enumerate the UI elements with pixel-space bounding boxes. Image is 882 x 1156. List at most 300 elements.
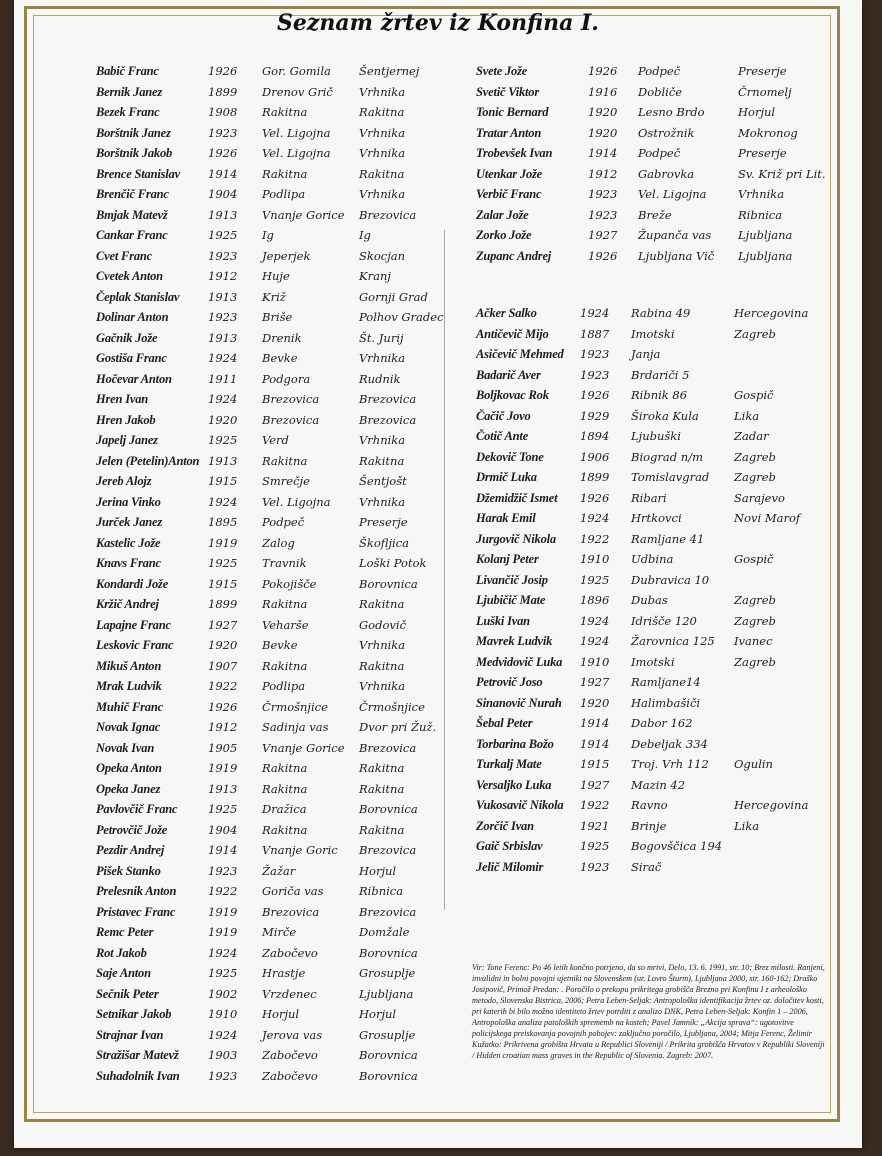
- victim-year: 1926: [208, 146, 238, 160]
- victim-year: 1907: [208, 658, 238, 673]
- victim-municipality: Brezovica: [359, 392, 417, 406]
- victim-name: Kastelic Jože: [96, 535, 161, 550]
- victim-place: Biograd n/m: [631, 449, 703, 464]
- victim-year: 1927: [208, 617, 238, 632]
- victim-year: 1925: [208, 802, 238, 816]
- victim-place: Ljubljana Vič: [638, 248, 715, 263]
- victim-municipality: Zagreb: [734, 593, 776, 607]
- victim-municipality: Brezovica: [359, 412, 417, 427]
- victim-name: Cankar Franc: [96, 228, 168, 242]
- victim-name: Kržič Andrej: [96, 597, 159, 611]
- victim-year: 1923: [208, 310, 238, 324]
- victim-year: 1923: [580, 367, 610, 382]
- victim-year: 1926: [208, 699, 238, 714]
- victim-municipality: Brezovica: [359, 843, 417, 857]
- victim-place: Brdariči 5: [631, 367, 690, 382]
- victim-year: 1910: [580, 552, 610, 566]
- victim-place: Dubas: [631, 593, 668, 607]
- victim-year: 1894: [580, 429, 610, 443]
- victim-name: Antičevič Mijo: [476, 326, 549, 341]
- victim-name: Mikuš Anton: [96, 658, 162, 673]
- victim-year: 1910: [580, 654, 610, 669]
- victim-name: Cvet Franc: [96, 248, 152, 263]
- victim-year: 1904: [208, 822, 238, 837]
- victim-place: Vrzdenec: [262, 986, 317, 1001]
- victim-place: Horjul: [262, 1007, 300, 1021]
- victim-municipality: Vrhnika: [359, 433, 406, 447]
- victim-name: Brenčič Franc: [96, 187, 169, 201]
- victim-municipality: Rakitna: [359, 761, 405, 775]
- victim-place: Idrišče 120: [631, 613, 697, 628]
- victim-municipality: Ljubljana: [359, 986, 414, 1001]
- victim-year: 1925: [580, 839, 610, 853]
- victim-year: 1922: [580, 531, 610, 546]
- victim-year: 1927: [580, 777, 610, 792]
- victim-name: Džemidžič Ismet: [476, 490, 558, 505]
- victim-name: Opeka Anton: [96, 761, 162, 775]
- victim-place: Rabina 49: [631, 306, 691, 320]
- victim-year: 1902: [208, 986, 238, 1001]
- victim-name: Čeplak Stanislav: [96, 289, 180, 304]
- victim-place: Podpeč: [262, 515, 305, 529]
- victim-name: Asičevič Mehmed: [476, 347, 564, 361]
- victim-name: Livančič Josip: [476, 572, 548, 587]
- victim-municipality: Hercegovina: [734, 306, 809, 320]
- victim-municipality: Preserje: [359, 515, 408, 529]
- victim-name: Gostiša Franc: [96, 351, 167, 365]
- victim-municipality: Ribnica: [738, 207, 783, 222]
- victim-municipality: Lika: [734, 818, 760, 833]
- victim-municipality: Polhov Gradec: [359, 310, 444, 324]
- victim-year: 1922: [580, 798, 610, 812]
- victim-year: 1926: [588, 64, 618, 78]
- memorial-poster: [14, 0, 862, 1148]
- victim-place: Bevke: [262, 638, 298, 652]
- column-divider: [444, 230, 445, 910]
- victim-year: 1906: [580, 449, 610, 464]
- victim-municipality: Brezovica: [359, 740, 417, 755]
- victim-municipality: Lika: [734, 408, 760, 423]
- victim-municipality: Borovnica: [359, 1068, 418, 1083]
- victim-name: Lapajne Franc: [96, 617, 171, 632]
- victim-name: Utenkar Jože: [476, 166, 543, 181]
- victim-name: Ljubičič Mate: [476, 593, 546, 607]
- victim-place: Hrastje: [262, 966, 306, 980]
- victim-municipality: Borovnica: [359, 1048, 418, 1062]
- victim-name: Zalar Jože: [476, 207, 529, 222]
- victim-municipality: Ivanec: [734, 634, 773, 648]
- victim-place: Podlipa: [262, 187, 306, 201]
- victim-municipality: Gornji Grad: [359, 289, 428, 304]
- victim-municipality: Grosuplje: [359, 1027, 416, 1042]
- victim-name: Bezek Franc: [96, 105, 160, 119]
- victim-place: Podlipa: [262, 679, 306, 693]
- victim-year: 1923: [208, 863, 238, 878]
- victim-name: Hočevar Anton: [96, 371, 172, 386]
- victim-name: Badarič Aver: [476, 367, 541, 382]
- victim-place: Bevke: [262, 351, 298, 365]
- victim-name: Novak Ignac: [96, 720, 161, 734]
- victim-year: 1914: [580, 716, 610, 730]
- victim-place: Mirče: [262, 925, 297, 939]
- victim-place: Rakitna: [262, 166, 308, 181]
- victim-year: 1923: [208, 125, 238, 140]
- victim-place: Janja: [631, 347, 661, 361]
- victim-place: Rakitna: [262, 658, 308, 673]
- victim-municipality: Grosuplje: [359, 966, 416, 980]
- victim-place: Črmošnjice: [262, 699, 328, 714]
- victim-municipality: Borovnica: [359, 945, 418, 960]
- victim-year: 1912: [588, 166, 618, 181]
- victim-municipality: Vrhnika: [359, 679, 406, 693]
- victim-municipality: Zagreb: [734, 326, 776, 341]
- victim-place: Vel. Ligojna: [262, 125, 331, 140]
- victim-name: Japelj Janez: [96, 433, 158, 447]
- victim-name: Novak Ivan: [96, 740, 155, 755]
- victim-year: 1887: [580, 326, 610, 341]
- victim-name: Sečnik Peter: [96, 986, 159, 1001]
- victim-year: 1913: [208, 781, 238, 796]
- victim-municipality: Črnomelj: [738, 84, 792, 99]
- victim-municipality: Horjul: [738, 105, 776, 119]
- victim-place: Podpeč: [638, 146, 681, 160]
- victim-municipality: Novi Marof: [734, 511, 801, 525]
- victim-municipality: Preserje: [738, 64, 787, 78]
- victim-year: 1913: [208, 330, 238, 345]
- victim-municipality: Škofljica: [359, 535, 409, 550]
- victim-name: Bmjak Matevž: [96, 207, 168, 222]
- victim-year: 1920: [208, 638, 238, 652]
- victim-name: Harak Emil: [476, 511, 536, 525]
- victim-place: Debeljak 334: [631, 736, 708, 751]
- victim-municipality: Zagreb: [734, 613, 776, 628]
- victim-place: Ig: [262, 228, 274, 242]
- victim-name: Brence Stanislav: [96, 166, 180, 181]
- victim-year: 1903: [208, 1048, 238, 1062]
- victim-year: 1923: [208, 1068, 238, 1083]
- victim-year: 1910: [208, 1007, 238, 1021]
- victim-year: 1914: [208, 166, 238, 181]
- victim-place: Rakitna: [262, 761, 308, 775]
- victim-name: Borštnik Janez: [96, 125, 171, 140]
- victim-name: Jereb Alojz: [96, 474, 152, 488]
- source-footnote: Vir: Tone Ferenc: Po 46 letih končno potrjeno, da so mrtvi, Delo, 13. 6. 1991, str. 10; Brez milosti. Ranjeni, invalidni in bolni povojni ujetniki na Slovenskem (ur. Lovro Šturm), Ljubljana 2000, str. 160-162; Draško Josipovič, Primož Predan: . Poročilo o prekopu prikritega grobišča Brezno pri Konfinu I z arheološko metodo, Slovenska Bistrica, 2006; Petra Leben-Seljak: Antropološka identifikacija žrtev oz. določitev kosti, pri katerih bi bilo možno identiteto žrtev potrditi z analizo DNK, Petra Leben-Seljak: Konfin 1 – 2006, Antropološka analiza patoloških sprememb na kosteh; Pavel Jamnik: „Akcija sprava“: ugotovitve policijskega preiskovanja povojnih pobojev: zaključno poročilo, Ljubljana, 2004; Mitja Ferenc, Želimir Kužatko: Prikrivena grobišta Hrvata u Republici Sloveniji / Prikrita grobišča Hrvatov v Republiki Sloveniji / Hidden croatian mass graves in the Republic of Slovenia. Zagreb: 2007.: [472, 963, 825, 1060]
- victim-place: Jerova vas: [262, 1027, 323, 1042]
- victim-place: Rakitna: [262, 781, 308, 796]
- victim-name: Torbarina Božo: [476, 736, 554, 751]
- victim-year: 1926: [580, 388, 610, 402]
- victim-municipality: Vrhnika: [359, 494, 406, 509]
- victim-name: Tonic Bernard: [476, 105, 549, 119]
- victim-municipality: Brezovica: [359, 904, 417, 919]
- victim-municipality: Rakitna: [359, 166, 405, 181]
- victim-municipality: Ribnica: [359, 884, 404, 898]
- victim-place: Dubravica 10: [631, 572, 710, 587]
- victim-municipality: Vrhnika: [738, 187, 785, 201]
- victim-name: Pišek Stanko: [96, 863, 161, 878]
- victim-name: Čotič Ante: [476, 429, 529, 443]
- victim-year: 1914: [208, 843, 238, 857]
- victim-year: 1896: [580, 593, 610, 607]
- victim-name: Mavrek Ludvik: [476, 634, 553, 648]
- victim-year: 1914: [588, 146, 618, 160]
- victim-year: 1921: [580, 818, 610, 833]
- victim-municipality: Ig: [359, 228, 371, 242]
- victim-municipality: Sv. Križ pri Lit.: [738, 166, 826, 181]
- victim-municipality: Št. Jurij: [359, 330, 404, 345]
- victim-place: Smrečje: [262, 474, 310, 488]
- victim-name: Mrak Ludvik: [96, 679, 162, 693]
- victim-name: Suhadolnik Ivan: [96, 1068, 180, 1083]
- victim-name: Petrovič Joso: [476, 675, 543, 689]
- victim-year: 1915: [208, 576, 238, 591]
- victim-year: 1929: [580, 408, 610, 423]
- victim-name: Gaič Srbislav: [476, 839, 543, 853]
- victim-year: 1919: [208, 761, 238, 775]
- victim-municipality: Vrhnika: [359, 187, 406, 201]
- victim-name: Cvetek Anton: [96, 269, 163, 283]
- victim-year: 1924: [208, 351, 238, 365]
- victim-municipality: Vrhnika: [359, 125, 406, 140]
- victim-name: Zorko Jože: [476, 228, 532, 242]
- victim-name: Prelesnik Anton: [96, 884, 177, 898]
- victim-year: 1904: [208, 187, 238, 201]
- victim-year: 1913: [208, 289, 238, 304]
- victim-municipality: Vrhnika: [359, 638, 406, 652]
- victim-place: Hrtkovci: [631, 511, 682, 525]
- victim-place: Gor. Gomila: [262, 64, 331, 78]
- victim-name: Muhič Franc: [96, 699, 163, 714]
- victim-place: Rakitna: [262, 105, 308, 119]
- victim-place: Ribnik 86: [631, 388, 688, 402]
- victim-place: Vnanje Gorice: [262, 207, 345, 222]
- victim-municipality: Kranj: [359, 269, 391, 283]
- victim-year: 1911: [208, 371, 238, 386]
- victim-municipality: Borovnica: [359, 802, 418, 816]
- victim-place: Zalog: [262, 535, 295, 550]
- victim-municipality: Preserje: [738, 146, 787, 160]
- victim-year: 1926: [580, 490, 610, 505]
- victim-place: Zabočevo: [262, 945, 318, 960]
- victim-place: Imotski: [631, 326, 675, 341]
- victim-year: 1905: [208, 740, 238, 755]
- victim-year: 1926: [208, 64, 238, 78]
- victim-year: 1925: [208, 228, 238, 242]
- victim-municipality: Skocjan: [359, 248, 406, 263]
- victim-year: 1920: [588, 105, 618, 119]
- victim-year: 1925: [208, 966, 238, 980]
- victim-municipality: Šentjošt: [359, 474, 407, 488]
- victim-year: 1899: [208, 597, 238, 611]
- victim-place: Zabočevo: [262, 1068, 318, 1083]
- victim-name: Dolinar Anton: [96, 310, 169, 324]
- victim-name: Knavs Franc: [96, 556, 161, 570]
- victim-year: 1924: [208, 494, 238, 509]
- victim-place: Breže: [638, 207, 672, 222]
- victim-year: 1924: [208, 945, 238, 960]
- victim-place: Županča vas: [638, 228, 712, 242]
- victim-year: 1924: [208, 1027, 238, 1042]
- victim-name: Zorčič Ivan: [476, 818, 534, 833]
- victim-place: Podpeč: [638, 64, 681, 78]
- victim-place: Udbina: [631, 552, 674, 566]
- victim-municipality: Vrhnika: [359, 84, 406, 99]
- victim-name: Zupanc Andrej: [476, 248, 552, 263]
- victim-year: 1926: [588, 248, 618, 263]
- victim-place: Goriča vas: [262, 884, 324, 898]
- victim-municipality: Hercegovina: [734, 798, 809, 812]
- victim-municipality: Rudnik: [359, 371, 401, 386]
- victim-place: Vel. Ligojna: [262, 494, 331, 509]
- victim-place: Žažar: [262, 863, 296, 878]
- victim-year: 1923: [580, 859, 610, 874]
- victim-name: Trobevšek Ivan: [476, 146, 553, 160]
- victim-municipality: Borovnica: [359, 576, 418, 591]
- victim-year: 1923: [588, 207, 618, 222]
- victim-municipality: Rakitna: [359, 453, 405, 468]
- victim-year: 1925: [208, 556, 238, 570]
- victim-place: Drenik: [262, 330, 302, 345]
- victim-municipality: Ljubljana: [738, 248, 793, 263]
- victim-place: Brezovica: [262, 412, 320, 427]
- victim-name: Strajnar Ivan: [96, 1027, 164, 1042]
- victim-municipality: Ogulin: [734, 757, 773, 771]
- victim-place: Bogovščica 194: [631, 839, 723, 853]
- victim-place: Ostrožnik: [638, 125, 695, 140]
- victim-municipality: Mokronog: [738, 125, 798, 140]
- victim-name: Pavlovčič Franc: [96, 802, 178, 816]
- victim-year: 1899: [580, 470, 610, 484]
- victim-place: Ramljane14: [631, 675, 701, 689]
- victim-name: Rot Jakob: [96, 945, 147, 960]
- victim-year: 1916: [588, 84, 618, 99]
- victim-year: 1927: [588, 228, 618, 242]
- victim-place: Troj. Vrh 112: [631, 757, 709, 771]
- victim-municipality: Ljubljana: [738, 228, 793, 242]
- victim-municipality: Zadar: [734, 429, 769, 443]
- victim-place: Dražica: [262, 802, 307, 816]
- victim-municipality: Vrhnika: [359, 351, 406, 365]
- victim-name: Gačnik Jože: [96, 330, 158, 345]
- victim-year: 1912: [208, 269, 238, 283]
- victim-name: Versaljko Luka: [476, 777, 552, 792]
- victim-name: Medvidovič Luka: [476, 654, 563, 669]
- victim-municipality: Rakitna: [359, 597, 405, 611]
- victim-place: Tomislavgrad: [631, 470, 710, 484]
- victim-year: 1927: [580, 675, 610, 689]
- victim-year: 1923: [588, 187, 618, 201]
- victim-name: Babič Franc: [96, 64, 159, 78]
- victim-year: 1924: [580, 511, 610, 525]
- victim-place: Dabor 162: [631, 716, 693, 730]
- victim-place: Veharše: [262, 617, 309, 632]
- victim-place: Ramljane 41: [631, 531, 705, 546]
- victim-name: Hren Jakob: [96, 412, 156, 427]
- victim-place: Brezovica: [262, 392, 320, 406]
- victim-name: Stražišar Matevž: [96, 1048, 179, 1062]
- victim-name: Šebal Peter: [476, 716, 533, 730]
- victim-year: 1925: [208, 433, 238, 447]
- victim-name: Saje Anton: [96, 966, 151, 980]
- victim-municipality: Rakitna: [359, 105, 405, 119]
- victim-municipality: Gospič: [734, 388, 774, 402]
- victim-name: Leskovic Franc: [96, 638, 174, 652]
- victim-place: Imotski: [631, 654, 675, 669]
- victim-municipality: Črmošnjice: [359, 699, 425, 714]
- victim-place: Halimbašiči: [631, 695, 701, 710]
- victim-place: Podgora: [262, 371, 311, 386]
- victim-name: Borštnik Jakob: [96, 146, 173, 160]
- victim-year: 1913: [208, 207, 238, 222]
- victim-place: Ribari: [631, 490, 667, 505]
- victim-name: Tratar Anton: [476, 125, 542, 140]
- victim-place: Ravno: [631, 798, 668, 812]
- victim-place: Žarovnica 125: [631, 634, 715, 648]
- victim-name: Svetič Viktor: [476, 84, 540, 99]
- victim-place: Briše: [262, 310, 293, 324]
- victim-name: Čačič Jovo: [476, 408, 531, 423]
- victim-municipality: Dvor pri Žuž.: [359, 720, 437, 734]
- victim-place: Vel. Ligojna: [262, 146, 331, 160]
- victim-place: Brezovica: [262, 904, 320, 919]
- victim-place: Ljubuški: [631, 429, 681, 443]
- victim-year: 1914: [580, 736, 610, 751]
- victim-name: Luški Ivan: [476, 613, 530, 628]
- victim-year: 1920: [580, 695, 610, 710]
- victim-name: Dekovič Tone: [476, 449, 544, 464]
- victim-municipality: Domžale: [359, 925, 410, 939]
- victim-place: Mazin 42: [631, 777, 686, 792]
- victim-year: 1922: [208, 884, 238, 898]
- victim-municipality: Zagreb: [734, 470, 776, 484]
- victim-place: Pokojišče: [262, 576, 317, 591]
- victim-name: Setnikar Jakob: [96, 1007, 172, 1021]
- victim-place: Dobliče: [638, 84, 683, 99]
- victim-year: 1895: [208, 515, 238, 529]
- victim-municipality: Horjul: [359, 863, 397, 878]
- victim-name: Boljkovac Rok: [476, 388, 549, 402]
- victim-name: Sinanovič Nurah: [476, 695, 562, 710]
- victim-municipality: Gospič: [734, 552, 774, 566]
- victim-year: 1924: [208, 392, 238, 406]
- victim-name: Kondardi Jože: [96, 576, 169, 591]
- victim-place: Križ: [262, 289, 286, 304]
- victim-year: 1919: [208, 925, 238, 939]
- page-title: Seznam žrtev iz Konfina I.: [277, 10, 599, 36]
- victim-name: Bernik Janez: [96, 84, 163, 99]
- victim-name: Pezdir Andrej: [96, 843, 165, 857]
- victim-municipality: Rakitna: [359, 781, 405, 796]
- victim-municipality: Sarajevo: [734, 490, 785, 505]
- victim-place: Vel. Ligojna: [638, 187, 707, 201]
- victim-place: Drenov Grič: [262, 84, 333, 99]
- victim-name: Jurgovič Nikola: [476, 531, 556, 546]
- victim-name: Vukosavič Nikola: [476, 798, 564, 812]
- victim-year: 1919: [208, 535, 238, 550]
- victim-name: Opeka Janez: [96, 781, 161, 796]
- victim-municipality: Rakitna: [359, 822, 405, 837]
- victim-place: Vnanje Gorice: [262, 740, 345, 755]
- victim-municipality: Zagreb: [734, 654, 776, 669]
- victim-year: 1915: [208, 474, 238, 488]
- victim-name: Petrovčič Jože: [96, 822, 168, 837]
- victim-name: Jelen (Petelin)Anton: [96, 453, 200, 468]
- victim-place: Huje: [262, 269, 290, 283]
- victim-place: Široka Kula: [631, 408, 699, 423]
- victim-name: Hren Ivan: [96, 392, 149, 406]
- victim-year: 1925: [580, 572, 610, 587]
- victim-place: Sirač: [631, 859, 662, 874]
